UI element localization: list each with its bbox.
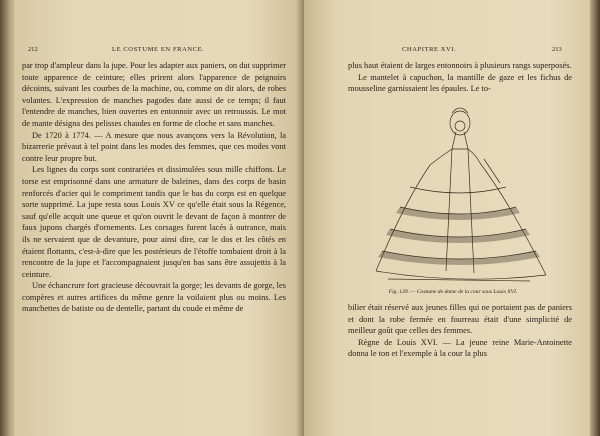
louis-xvi-court-dress-illustration bbox=[360, 103, 556, 285]
right-paragraph-3: bilier était réservé aux jeunes filles qui ne portaient pas de paniers et dont la robe fermée en fourreau était d'une simplicité de meilleur goût que celles des femmes. bbox=[348, 303, 572, 336]
right-page-bottom-text bbox=[348, 302, 572, 360]
right-page-number: 213 bbox=[552, 46, 562, 53]
left-page-body bbox=[22, 60, 286, 315]
left-paragraph-3: Les lignes du corps sont contrariées et dissimulées sous mille chiffons. Le torse est emprisonné dans une armature de baleines, dans des corps de basin renforcés d'acier qui le compriment tandis que le bas du corps est en quelque sorte supprimé. La jupe resta sous Louis XV ce qu'elle était sous la Régence, sauf qu'elle acquit une queue et qu'on ouvrit le devant de façon à montrer de faux jupons chargés d'ornements. Les corsages furent lacés à outrance, mais ils ne servaient que de devanture, pour ainsi dire, car le dos et les côtés en étaient flottants, c'est-à-dire que les postérieurs de l'étoffe tombaient droit à la rencontre de la jupe et l'accompagnaient jusqu'en bas sans être assujettis à la ceinture. bbox=[22, 165, 286, 279]
left-paragraph-4: Une échancrure fort gracieuse découvrait la gorge; les devants de gorge, les compères et autres artifices du même genre la voilaient plus ou moins. Les manchettes de batiste ou de dentelle, partant du coude et même de bbox=[22, 281, 286, 314]
figure-caption: Fig. 139. — Costume de dame de la cour sous Louis XVI. bbox=[388, 289, 518, 295]
right-running-header: CHAPITRE XVI. bbox=[402, 46, 457, 53]
left-running-header: LE COSTUME EN FRANCE. bbox=[112, 46, 205, 53]
right-page-edges bbox=[590, 0, 600, 436]
right-page bbox=[304, 0, 590, 436]
right-paragraph-2: Le mantelet à capuchon, la mantille de gaze et les fichus de mousseline garnissaient les épaules. Le to- bbox=[348, 72, 572, 94]
right-page-top-text bbox=[348, 60, 572, 95]
right-paragraph-4: Règne de Louis XVI. — La jeune reine Marie-Antoinette donna le ton et l'exemple à la cour la plus bbox=[348, 337, 572, 359]
right-paragraph-1: plus haut étaient de larges entonnoirs à plusieurs rangs superposés. bbox=[348, 61, 572, 70]
left-page bbox=[14, 0, 304, 436]
left-page-number: 212 bbox=[28, 46, 38, 53]
left-paragraph-2: De 1720 à 1774. — A mesure que nous avançons vers la Révolution, la bizarrerie prévaut à tel point dans les modes des femmes, que ces modes vont contre leur propre but. bbox=[22, 130, 286, 163]
left-paragraph-1: par trop d'ampleur dans la jupe. Pour les adapter aux paniers, on dut supprimer toute apparence de ceinture; elles prirent alors l'apparence de peignoirs décoints, suivant les courbes de la machine, ou, comme on dit alors, de robes volantes. L'expression de manches pagodes date aussi de ce temps; il faut l'entendre de manches, bien ouvertes en entonnoir avec un retroussis. Le mot de mante désigna des pelisses chaudes en forme de cloche et sans manches. bbox=[22, 61, 286, 128]
